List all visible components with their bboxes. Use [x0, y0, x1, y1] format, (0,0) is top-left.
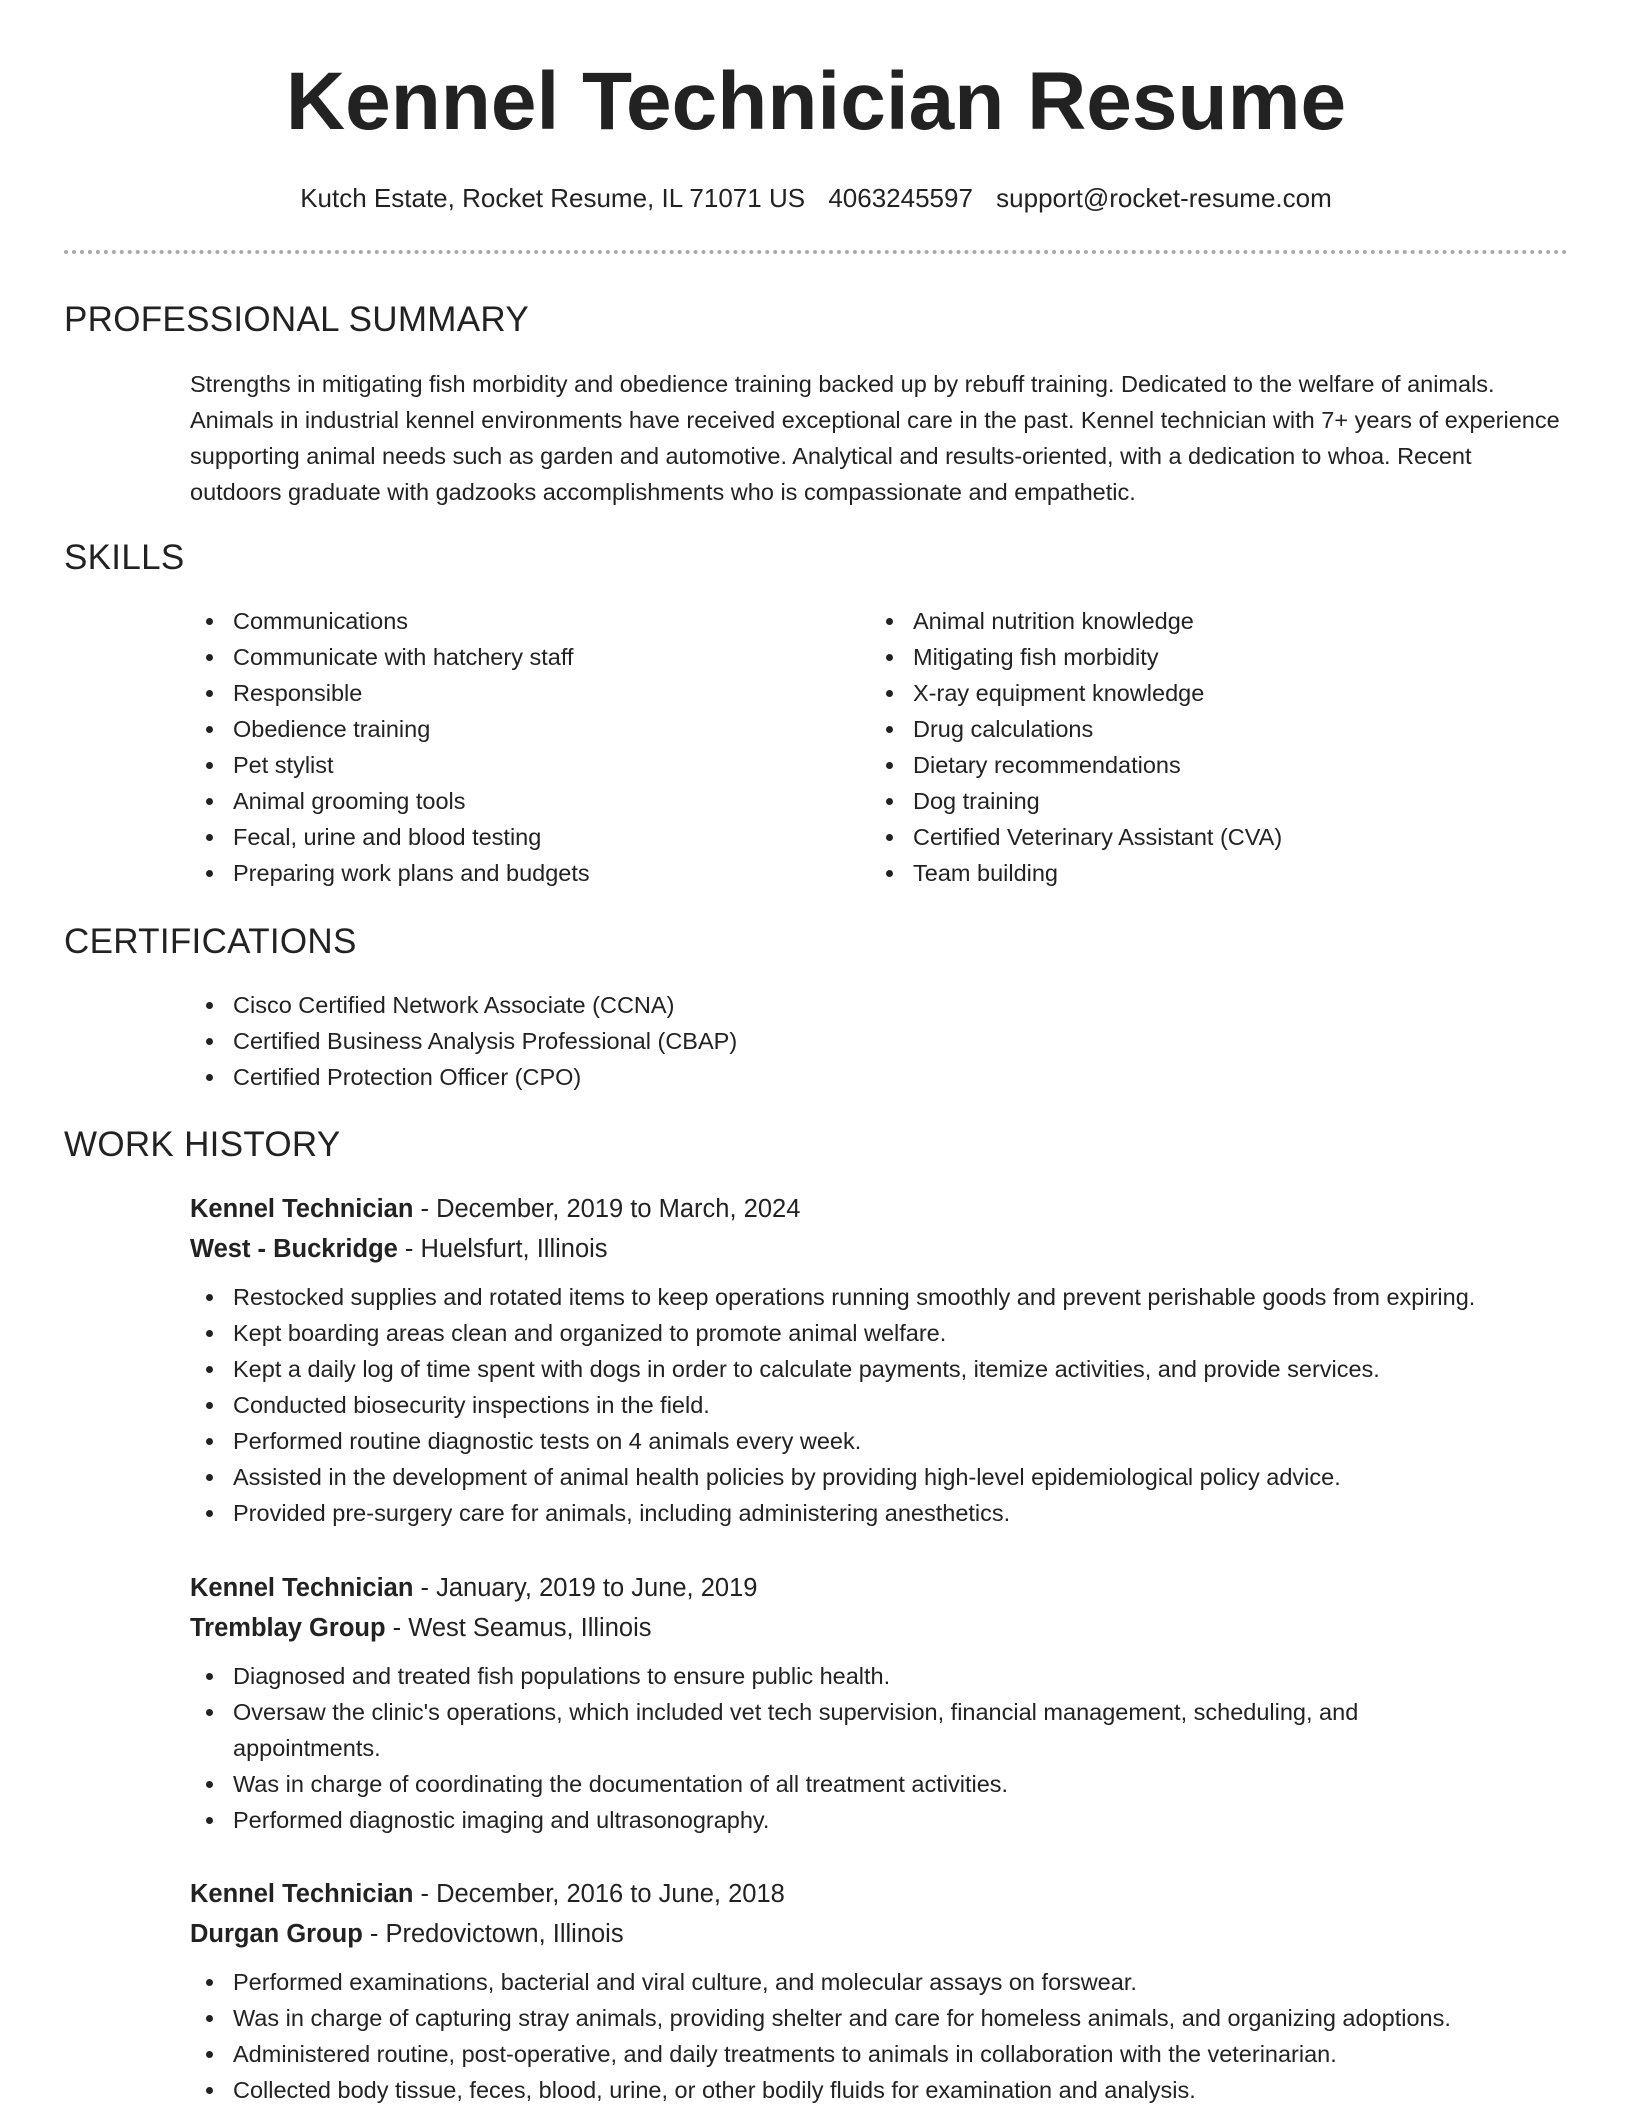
skills-list-right	[870, 603, 1570, 891]
job-dates: - January, 2019 to June, 2019	[413, 1574, 758, 1602]
list-item: Communications	[190, 603, 830, 639]
job-duties-list	[190, 1658, 1450, 1838]
job-dates: - December, 2019 to March, 2024	[413, 1195, 801, 1223]
list-item: Mitigating fish morbidity	[870, 639, 1570, 675]
job-title: Kennel Technician	[190, 1195, 414, 1223]
certifications-list	[190, 987, 1390, 1095]
list-item: Drug calculations	[870, 711, 1570, 747]
skills-list-left	[190, 603, 830, 891]
list-item: Responsible	[190, 675, 830, 711]
job-title-line	[190, 1189, 1590, 1229]
job-title: Kennel Technician	[190, 1880, 414, 1908]
list-item: Provided pre-surgery care for animals, including administering anesthetics.	[190, 1495, 1590, 1531]
job-entry	[190, 1568, 1590, 1838]
contact-line	[0, 180, 1632, 216]
list-item: Preparing work plans and budgets	[190, 855, 830, 891]
job-location: - Predovictown, Illinois	[362, 1920, 624, 1948]
list-item: Was in charge of capturing stray animals, providing shelter and care for homeless animals, and organizing adoptions.	[190, 2000, 1590, 2036]
job-duties-list	[190, 1279, 1590, 1531]
header-divider	[64, 250, 1568, 254]
list-item: Fecal, urine and blood testing	[190, 819, 830, 855]
work-history-heading: WORK HISTORY	[64, 1125, 341, 1164]
job-location: - Huelsfurt, Illinois	[397, 1235, 608, 1263]
list-item: Administered routine, post-operative, and daily treatments to animals in collaboration with the veterinarian.	[190, 2036, 1590, 2072]
job-title: Kennel Technician	[190, 1574, 414, 1602]
list-item: Was in charge of coordinating the documentation of all treatment activities.	[190, 1766, 1450, 1802]
job-title-line	[190, 1874, 1590, 1914]
summary-heading: PROFESSIONAL SUMMARY	[64, 300, 529, 339]
list-item: Animal nutrition knowledge	[870, 603, 1570, 639]
list-item: Obedience training	[190, 711, 830, 747]
skills-heading: SKILLS	[64, 538, 185, 577]
list-item: Certified Business Analysis Professional (CBAP)	[190, 1023, 1390, 1059]
list-item: Certified Protection Officer (CPO)	[190, 1059, 1390, 1095]
list-item: Collected body tissue, feces, blood, urine, or other bodily fluids for examination and analysis.	[190, 2072, 1590, 2108]
list-item: Oversaw the clinic's operations, which included vet tech supervision, financial management, scheduling, and appointments.	[190, 1694, 1450, 1766]
list-item: Performed routine diagnostic tests on 4 animals every week.	[190, 1423, 1590, 1459]
list-item: Certified Veterinary Assistant (CVA)	[870, 819, 1570, 855]
contact-address: Kutch Estate, Rocket Resume, IL 71071 US	[300, 183, 806, 213]
list-item: Kept a daily log of time spent with dogs in order to calculate payments, itemize activities, and provide services.	[190, 1351, 1590, 1387]
list-item: Kept boarding areas clean and organized to promote animal welfare.	[190, 1315, 1590, 1351]
job-company: Tremblay Group	[190, 1614, 386, 1642]
list-item: Team building	[870, 855, 1570, 891]
summary-text: Strengths in mitigating fish morbidity and obedience training backed up by rebuff training. Dedicated to the welfare of animals. Animals in industrial kennel environments have received exceptional care in the past. Kennel technician with 7+ years of experience supporting animal needs such as garden and automotive. Analytical and results-oriented, with a dedication to whoa. Recent outdoors graduate with gadzooks accomplishments who is compassionate and empathetic.	[190, 371, 1560, 505]
list-item: Cisco Certified Network Associate (CCNA)	[190, 987, 1390, 1023]
job-company-line	[190, 1608, 1590, 1648]
list-item: Pet stylist	[190, 747, 830, 783]
job-entry	[190, 1874, 1590, 2108]
job-company: Durgan Group	[190, 1920, 363, 1948]
list-item: Restocked supplies and rotated items to keep operations running smoothly and prevent perishable goods from expiring.	[190, 1279, 1590, 1315]
list-item: Diagnosed and treated fish populations to ensure public health.	[190, 1658, 1450, 1694]
list-item: Assisted in the development of animal health policies by providing high-level epidemiological policy advice.	[190, 1459, 1590, 1495]
contact-phone: 4063245597	[828, 183, 973, 213]
list-item: Performed diagnostic imaging and ultrasonography.	[190, 1802, 1450, 1838]
page-title: Kennel Technician Resume	[285, 56, 1347, 147]
contact-email: support@rocket-resume.com	[996, 183, 1332, 213]
list-item: X-ray equipment knowledge	[870, 675, 1570, 711]
list-item: Performed examinations, bacterial and viral culture, and molecular assays on forswear.	[190, 1964, 1590, 2000]
list-item: Dog training	[870, 783, 1570, 819]
job-dates: - December, 2016 to June, 2018	[413, 1880, 785, 1908]
job-entry	[190, 1189, 1590, 1531]
job-title-line	[190, 1568, 1590, 1608]
job-duties-list	[190, 1964, 1590, 2108]
list-item: Dietary recommendations	[870, 747, 1570, 783]
list-item: Communicate with hatchery staff	[190, 639, 830, 675]
job-company-line	[190, 1914, 1590, 1954]
job-company: West - Buckridge	[190, 1235, 398, 1263]
list-item: Animal grooming tools	[190, 783, 830, 819]
job-company-line	[190, 1229, 1590, 1269]
certifications-heading: CERTIFICATIONS	[64, 922, 357, 961]
job-location: - West Seamus, Illinois	[385, 1614, 652, 1642]
list-item: Conducted biosecurity inspections in the field.	[190, 1387, 1590, 1423]
